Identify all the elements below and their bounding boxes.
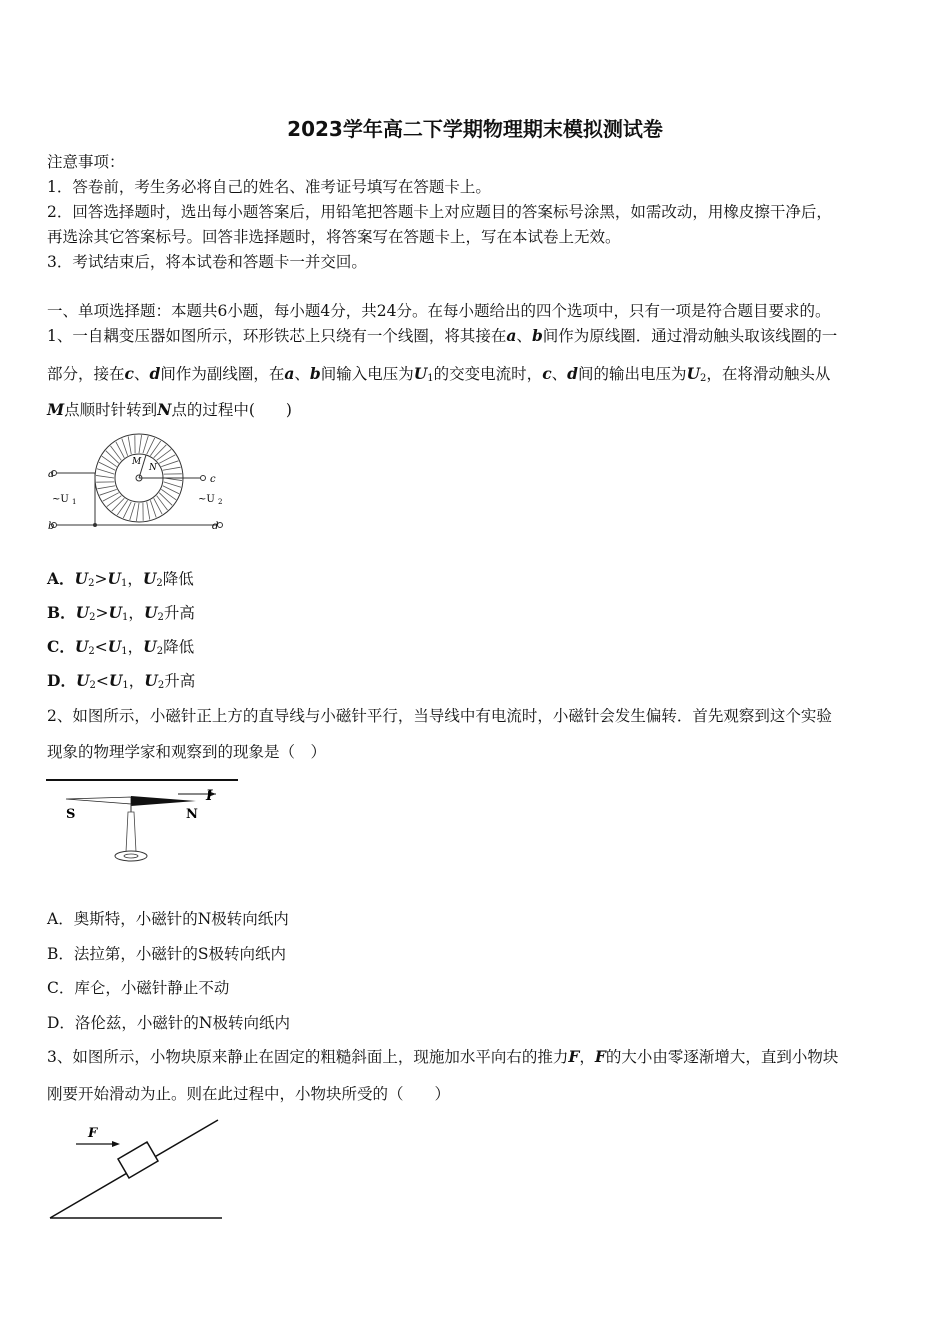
note-2: 2．回答选择题时，选出每小题答案后，用铅笔把答题卡上对应题目的答案标号涂黑，如需改动，用橡皮擦干净后， xyxy=(47,203,832,221)
coil-winding xyxy=(143,436,148,453)
q1-option-b[interactable]: B．$U_2>U_1$，$U_2$升高 xyxy=(47,603,195,623)
fig-label-b: b xyxy=(48,521,55,532)
compass-figure xyxy=(46,772,240,872)
coil-winding xyxy=(97,486,115,489)
coil-winding xyxy=(128,436,131,454)
fig-label-u2: ~U xyxy=(198,494,215,505)
coil-winding xyxy=(159,493,172,506)
note-1: 1．答卷前，考生务必将自己的姓名、准考证号填写在答题卡上。 xyxy=(47,178,491,196)
fig-label-a: a xyxy=(48,469,54,480)
force-label: F xyxy=(88,1126,98,1141)
note-3: 3．考试结束后，将本试卷和答题卡一并交回。 xyxy=(47,253,367,271)
note-2-cont: 再选涂其它答案标号。回答非选择题时，将答案写在答题卡上，写在本试卷上无效。 xyxy=(47,228,621,246)
svg-text:1: 1 xyxy=(72,498,77,506)
page-title: 2023学年高二下学期物理期末模拟测试卷 xyxy=(287,117,663,141)
coil-winding xyxy=(139,435,142,453)
svg-text:2: 2 xyxy=(218,498,223,506)
current-label: I xyxy=(206,788,213,804)
coil-winding xyxy=(150,500,156,517)
fig-label-N: N xyxy=(149,463,157,473)
q2-option-b[interactable]: B．法拉第，小磁针的S极转向纸内 xyxy=(47,945,287,963)
coil-winding xyxy=(112,498,125,511)
q2-line1: 2、如图所示，小磁针正上方的直导线与小磁针平行，当导线中有电流时，小磁针会发生偏转．首先观察到这个实验 xyxy=(47,707,832,725)
coil-winding xyxy=(157,449,171,460)
section-heading: 一、单项选择题：本题共6小题，每小题4分，共24分。在每小题给出的四个选项中，只有一项是符合题目要求的。 xyxy=(47,302,831,320)
q2-option-d[interactable]: D．洛伦兹，小磁针的N极转向纸内 xyxy=(47,1014,290,1032)
q1-option-c[interactable]: C．$U_2<U_1$，$U_2$降低 xyxy=(47,637,195,657)
coil-winding xyxy=(164,482,181,487)
north-label: N xyxy=(186,807,198,822)
q1-option-a[interactable]: A．$U_2>U_1$，$U_2$降低 xyxy=(47,569,194,589)
coil-winding xyxy=(130,503,135,520)
q2-line2: 现象的物理学家和观察到的现象是（ ） xyxy=(47,743,327,761)
south-label: S xyxy=(66,807,76,822)
coil-winding xyxy=(100,489,117,495)
coil-winding xyxy=(96,475,114,478)
q3-line2: 刚要开始滑动为止。则在此过程中，小物块所受的（ ） xyxy=(47,1085,451,1103)
incline-figure xyxy=(46,1115,228,1223)
q1-line1: 1、一自耦变压器如图所示，环形铁芯上只绕有一个线圈，将其接在a、b间作为原线圈．通过滑动触头取该线圈的一 xyxy=(47,326,838,345)
coil-winding xyxy=(107,496,121,507)
coil-winding xyxy=(163,467,181,470)
fig-label-u1: ~U xyxy=(52,494,69,505)
coil-winding xyxy=(106,451,119,464)
q2-option-c[interactable]: C．库仑，小磁针静止不动 xyxy=(47,979,230,997)
coil-winding xyxy=(147,502,150,520)
coil-winding xyxy=(110,446,121,460)
fig-label-c: c xyxy=(210,474,216,485)
coil-winding xyxy=(161,461,178,467)
fig-label-M: M xyxy=(132,457,142,467)
q1-line3: M点顺时针转到N点的过程中( ) xyxy=(47,400,292,419)
q3-line1: 3、如图所示，小物块原来静止在固定的粗糙斜面上，现施加水平向右的推力F，F的大小由零逐渐增大，直到小物块 xyxy=(47,1047,839,1066)
q2-option-a[interactable]: A．奥斯特，小磁针的N极转向纸内 xyxy=(47,910,289,928)
coil-winding xyxy=(154,445,167,458)
coil-winding xyxy=(97,469,114,474)
coil-winding xyxy=(136,503,139,521)
notes-heading: 注意事项： xyxy=(47,153,125,171)
fig-label-d: d xyxy=(212,521,219,532)
q1-line2: 部分，接在c、d间作为副线圈，在a、b间输入电压为$U_1$的交变电流时，c、d间的输出电压为$U_2$，在将滑动触头从 xyxy=(47,364,831,384)
coil-winding xyxy=(157,496,168,510)
coil-winding xyxy=(122,439,128,456)
q1-option-d[interactable]: D．$U_2<U_1$，$U_2$升高 xyxy=(47,671,196,691)
transformer-figure xyxy=(46,430,226,540)
